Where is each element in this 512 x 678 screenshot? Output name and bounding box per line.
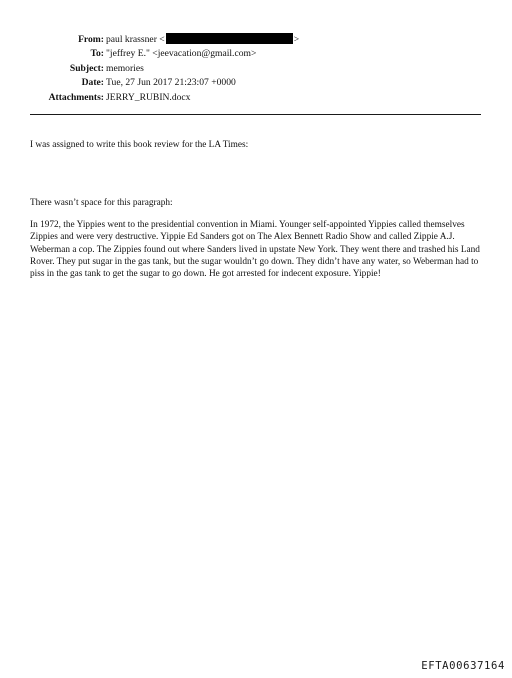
to-value: "jeffrey E." <jeevacation@gmail.com>: [106, 48, 257, 60]
body-intro: I was assigned to write this book review for the LA Times:: [30, 140, 249, 150]
subject-value: memories: [106, 62, 144, 74]
attachments-label: Attachments:: [48, 91, 104, 103]
email-header: [0, 33, 512, 105]
from-sender: paul krassner <: [106, 34, 165, 45]
from-label: From:: [78, 34, 104, 45]
body-paragraph: In 1972, the Yippies went to the presidential convention in Miami. Younger self-appointed Yippies called themselves Zippies and were very destructive. Yippie Ed Sanders got on The Alex Bennett Radio Show and called Zippie A.J. Weberman a cop. The Zippies found out where Sanders lived in upstate New York. They went there and trashed his Land Rover. They put sugar in the gas tank, but the sugar wouldn’t go down. They didn’t have any water, so Weberman had to piss in the gas tank to get the sugar to go down. He got arrested for indecent exposure. Yippie!: [30, 220, 480, 280]
subject-row: [0, 62, 512, 76]
body-note: There wasn’t space for this paragraph:: [30, 198, 173, 208]
attachments-row: [0, 91, 512, 105]
header-divider: [30, 114, 481, 115]
to-label: To:: [90, 48, 104, 60]
from-value: [106, 33, 299, 47]
date-row: [0, 76, 512, 90]
from-suffix: >: [293, 34, 300, 45]
redaction-block: [166, 33, 293, 44]
date-label: Date:: [81, 77, 104, 89]
to-row: [0, 47, 512, 61]
document-id: EFTA00637164: [421, 660, 505, 672]
date-value: Tue, 27 Jun 2017 21:23:07 +0000: [106, 77, 236, 89]
subject-label: Subject:: [69, 62, 104, 74]
from-row: [0, 33, 512, 47]
attachment-filename: JERRY_RUBIN.docx: [106, 91, 191, 103]
